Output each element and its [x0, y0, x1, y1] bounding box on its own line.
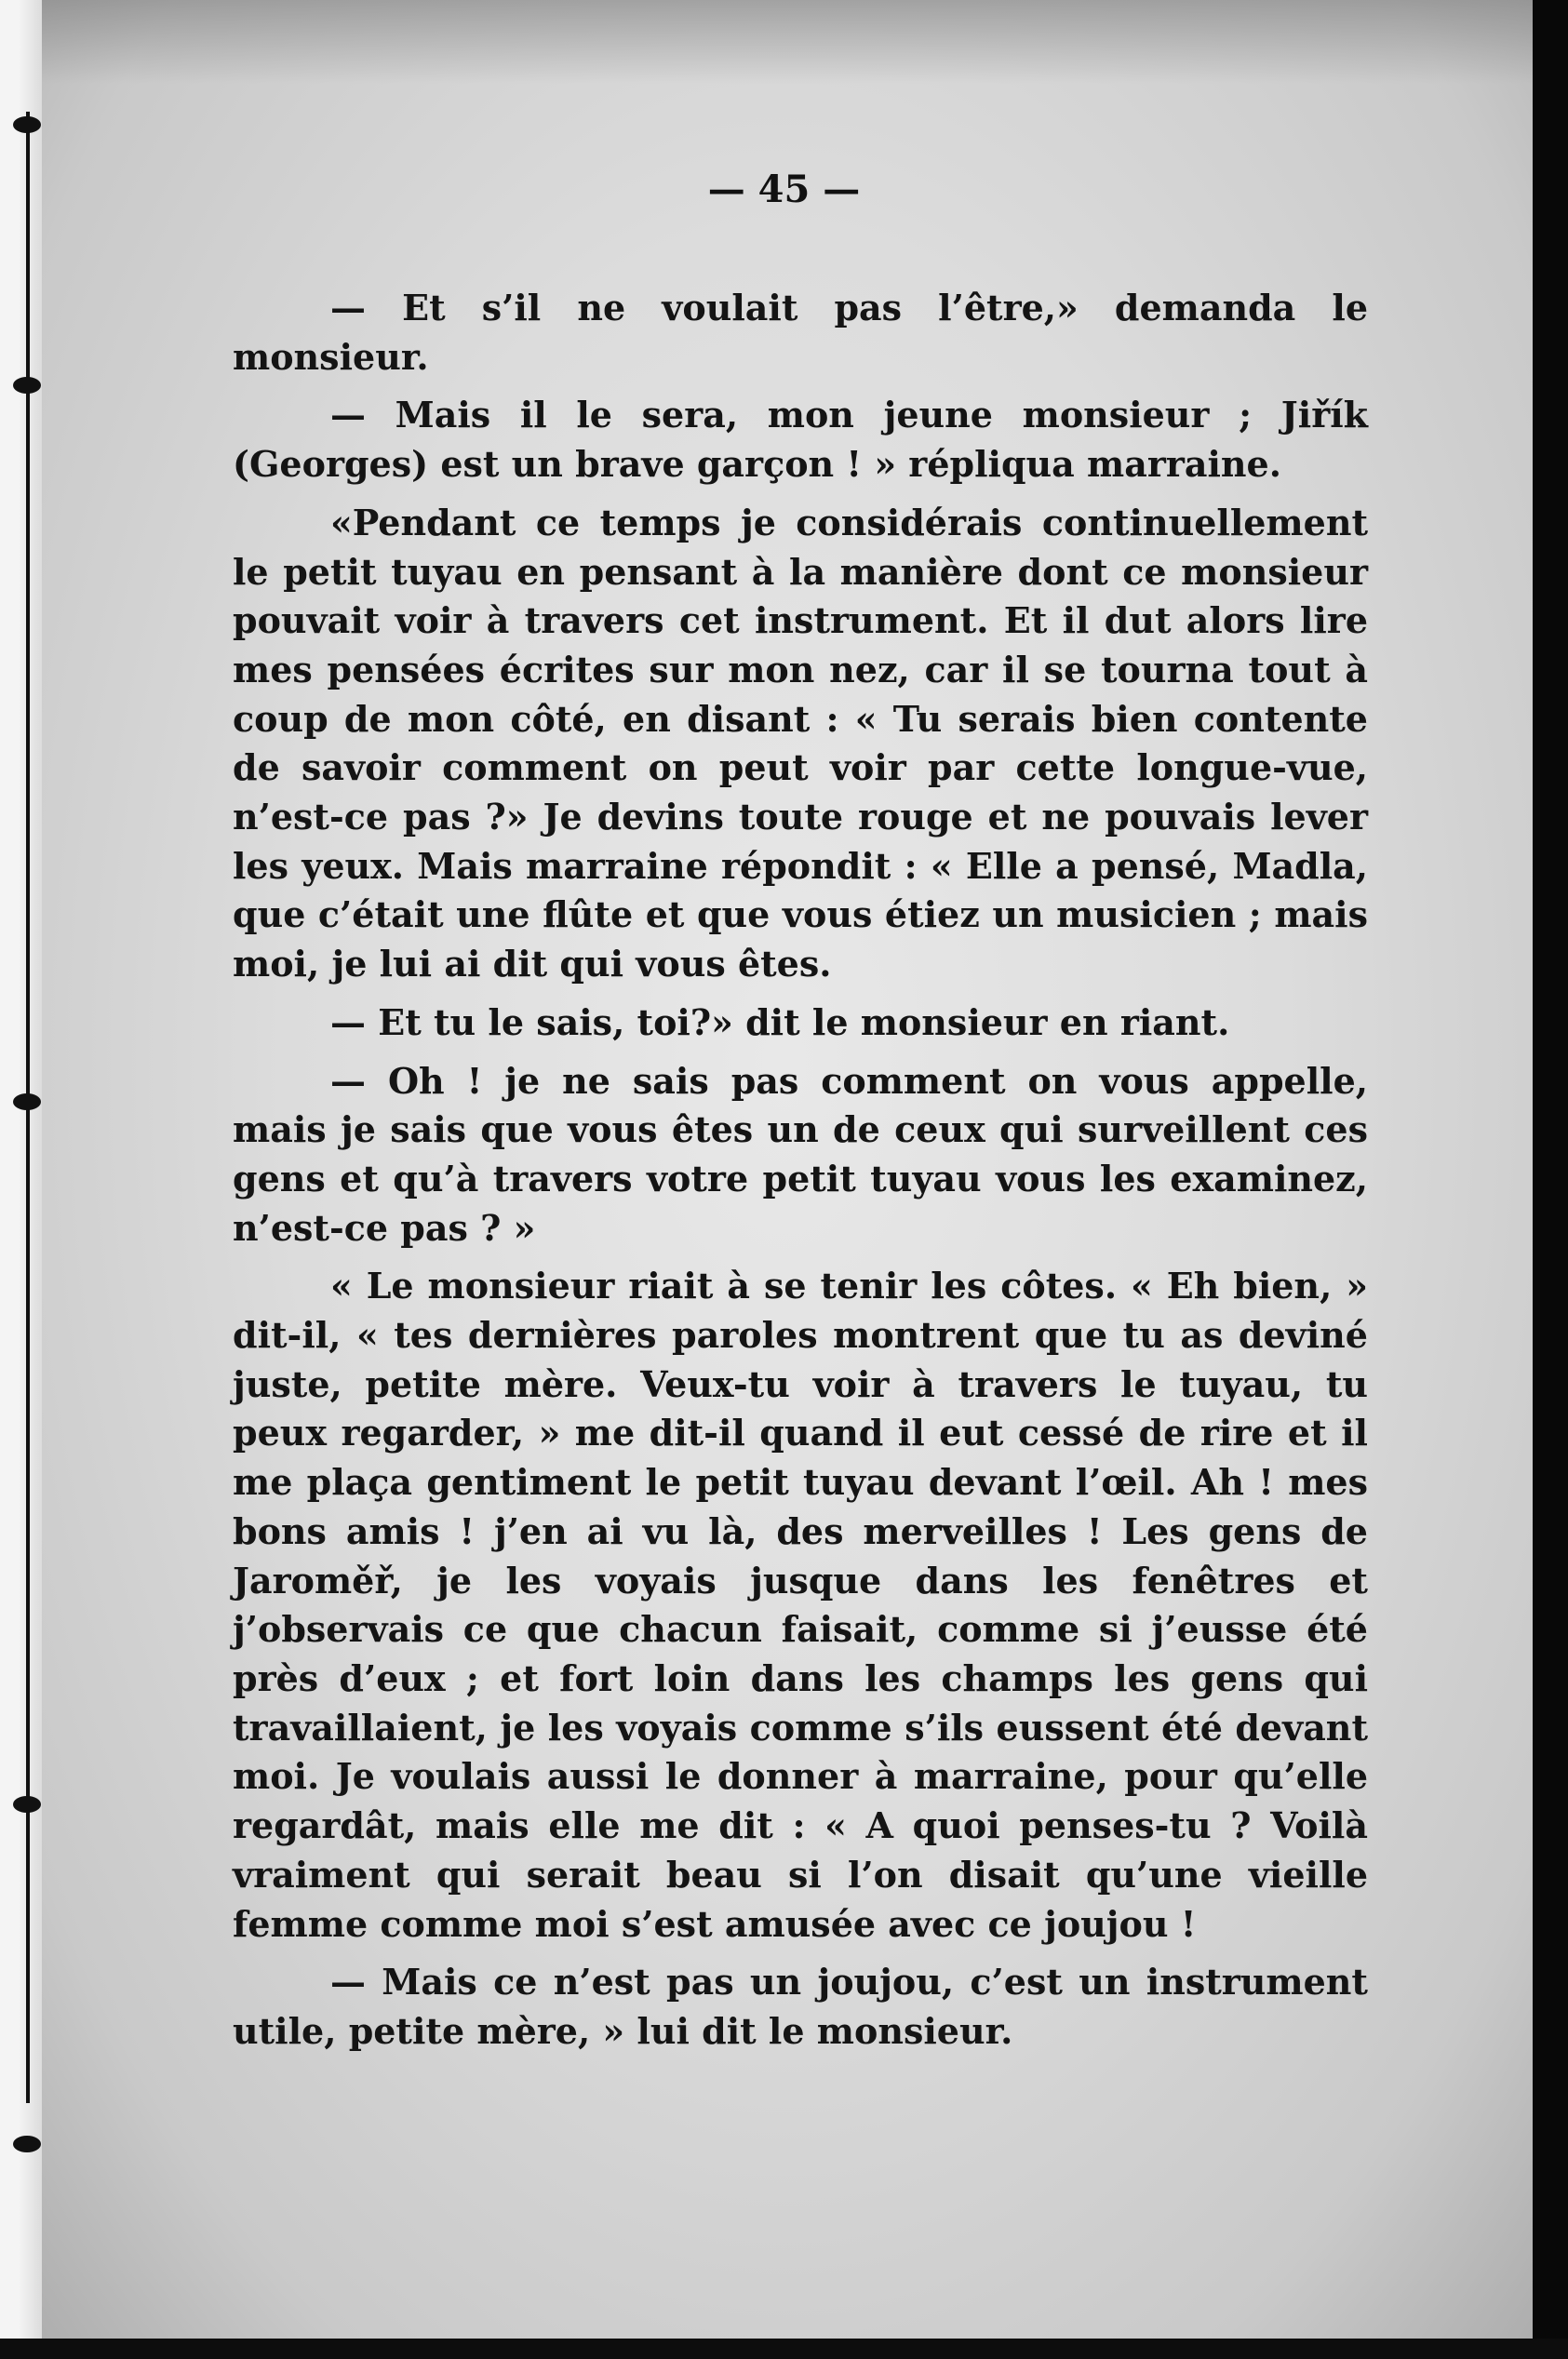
paragraph: — Oh ! je ne sais pas comment on vous appelle, mais je sais que vous êtes un de ceux qui surveillent ces gens et qu’à travers votre petit tuyau vous les examinez, n’est-ce pas ? »	[233, 1059, 1368, 1249]
paragraph: «Pendant ce temps je considérais continuellement le petit tuyau en pensant à la manière dont ce monsieur pouvait voir à travers cet instrument. Et il dut alors lire mes pensées écrites sur mon nez, car il se tourna tout à coup de mon côté, en disant : « Tu serais bien contente de savoir comment on peut voir par cette longue-vue, n’est-ce pas ?» Je devins toute rouge et ne pouvais lever les yeux. Mais marraine répondit : « Elle a pensé, Madla, que c’était une flûte et que vous étiez un musicien ; mais moi, je lui ai dit qui vous êtes.	[233, 501, 1368, 985]
bottom-page-edge	[0, 2339, 1568, 2359]
binding-mark	[13, 1796, 41, 1813]
left-binding	[0, 0, 42, 2359]
binding-mark	[13, 116, 41, 133]
paragraph: — Et s’il ne voulait pas l’être,» demanda le monsieur.	[233, 287, 1368, 378]
binding-mark	[13, 2136, 41, 2152]
body-text	[233, 284, 1368, 2066]
binding-mark	[13, 377, 41, 394]
paragraph: « Le monsieur riait à se tenir les côtes. « Eh bien, » dit-il, « tes dernières paroles montrent que tu as deviné juste, petite mère. Veux-tu voir à travers le tuyau, tu peux regarder, » me dit-il quand il eut cessé de rire et il me plaça gentiment le petit tuyau devant l’œil. Ah ! mes bons amis ! j’en ai vu là, des merveilles ! Les gens de Jaroměř, je les voyais jusque dans les fenêtres et j’observais ce que chacun faisait, comme si j’eusse été près d’eux ; et fort loin dans les champs les gens qui travaillaient, je les voyais comme s’ils eussent été devant moi. Je voulais aussi le donner à marraine, pour qu’elle regardât, mais elle me dit : « A quoi penses-tu ? Voilà vraiment qui serait beau si l’on disait qu’une vieille femme comme moi s’est amusée avec ce joujou !	[233, 1265, 1368, 1945]
right-page-edge	[1533, 0, 1568, 2359]
paragraph: — Mais ce n’est pas un joujou, c’est un instrument utile, petite mère, » lui dit le monsieur.	[233, 1961, 1368, 2052]
paragraph: — Mais il le sera, mon jeune monsieur ; Jiřík (Georges) est un brave garçon ! » répliqua marraine.	[233, 394, 1368, 486]
paragraph: — Et tu le sais, toi?» dit le monsieur en riant.	[330, 1000, 1230, 1043]
top-shadow	[37, 0, 1535, 84]
binding-mark	[13, 1093, 41, 1110]
page-number: — 45 —	[707, 168, 861, 211]
